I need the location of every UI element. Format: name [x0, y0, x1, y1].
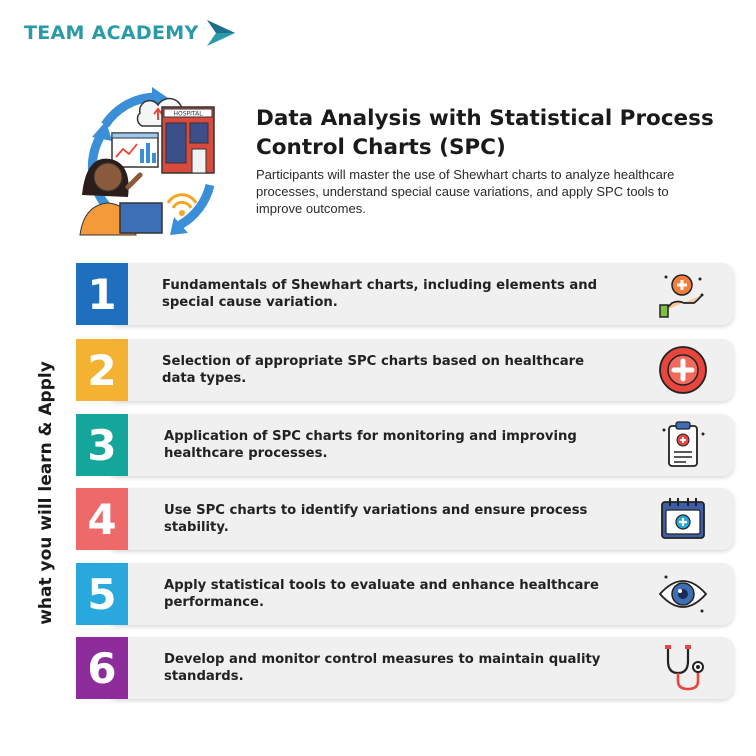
item-number: 2 — [87, 345, 117, 395]
learning-item-2 — [76, 339, 734, 401]
item-number: 5 — [87, 569, 117, 619]
item-number-badge — [76, 488, 128, 550]
side-label: what you will learn & Apply — [36, 361, 56, 625]
learning-item-1 — [76, 263, 734, 325]
item-text: Selection of appropriate SPC charts based on healthcare data types. — [162, 354, 585, 386]
medical-calendar-icon — [656, 492, 710, 546]
healthcare-analytics-illustration — [70, 85, 230, 240]
item-number-badge — [76, 563, 128, 625]
item-number-badge — [76, 263, 128, 325]
brand-name: TEAM ACADEMY — [24, 22, 199, 44]
item-number: 4 — [87, 494, 117, 544]
item-number: 3 — [87, 420, 117, 470]
eye-icon — [656, 567, 710, 621]
learning-item-5 — [76, 563, 734, 625]
item-number-badge — [76, 637, 128, 699]
hand-holding-medical-icon — [656, 267, 710, 321]
learning-item-3 — [76, 414, 734, 476]
medical-clipboard-icon — [656, 418, 710, 472]
item-text: Fundamentals of Shewhart charts, including elements and special cause variation. — [162, 278, 598, 310]
brand-header — [24, 18, 237, 48]
item-number-badge — [76, 414, 128, 476]
item-text: Application of SPC charts for monitoring and improving healthcare processes. — [164, 429, 577, 461]
item-text: Use SPC charts to identify variations and ensure process stability. — [164, 503, 588, 535]
item-text: Apply statistical tools to evaluate and enhance healthcare performance. — [164, 578, 599, 610]
medical-cross-circle-icon — [656, 343, 710, 397]
stethoscope-icon — [656, 641, 710, 695]
item-text: Develop and monitor control measures to maintain quality standards. — [164, 652, 601, 684]
learning-item-4 — [76, 488, 734, 550]
page-title: Data Analysis with Statistical Process Control Charts (SPC) — [256, 106, 714, 160]
item-number: 6 — [87, 643, 117, 693]
brand-arrow-logo-icon — [205, 18, 237, 48]
item-number-badge — [76, 339, 128, 401]
hospital-sign: HOSPITAL — [173, 110, 203, 118]
learning-item-6 — [76, 637, 734, 699]
course-description: Participants will master the use of Shewhart charts to analyze healthcare processes, understand special cause variations, and apply SPC tools to improve outcomes. — [256, 167, 675, 216]
item-number: 1 — [87, 269, 117, 319]
